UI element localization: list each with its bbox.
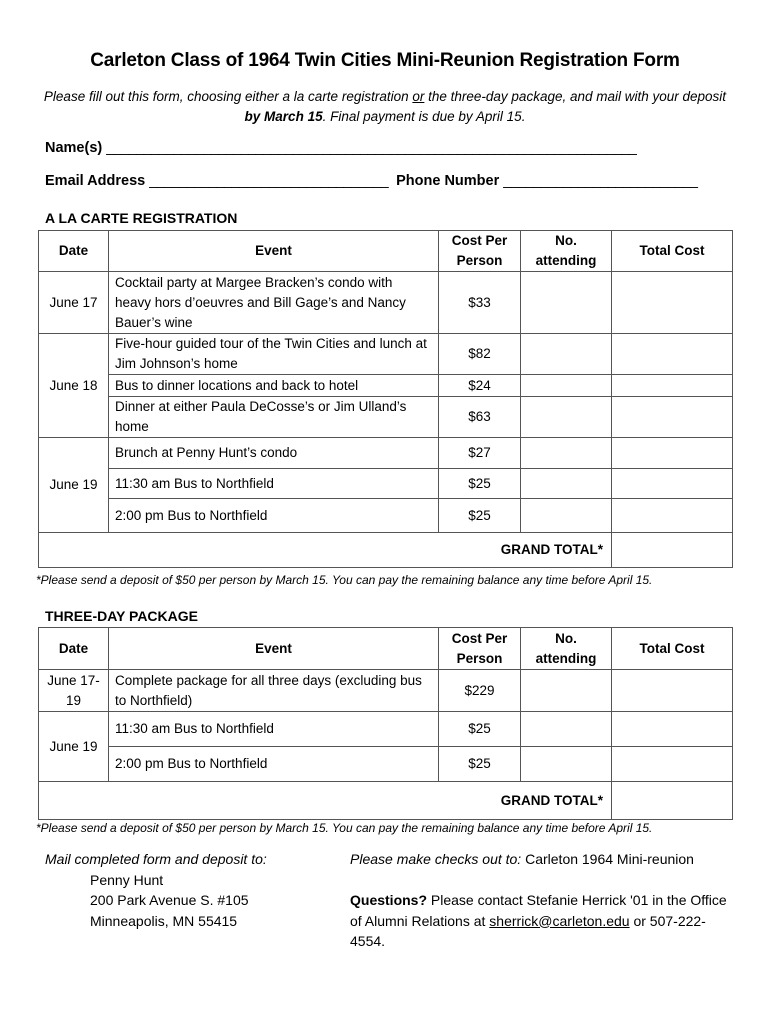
row-event: Five-hour guided tour of the Twin Cities and lunch at Jim Johnson’s home [109,334,439,375]
mail-address2: Minneapolis, MN 55415 [90,912,238,929]
grand-total-row [39,533,733,568]
mail-label: Mail completed form and deposit to: [45,851,267,867]
row-cost: $24 [439,375,521,397]
row-cost: $27 [439,438,521,469]
row-event: 2:00 pm Bus to Northfield [109,747,439,782]
table-row [39,438,733,469]
row-cost: $63 [439,397,521,438]
table-row [39,747,733,782]
attending-input[interactable] [521,670,612,712]
table-row [39,272,733,334]
intro-text [40,87,730,127]
row-date: June 19 [39,438,109,533]
total-cost-input[interactable] [612,272,733,334]
attending-input[interactable] [521,499,612,533]
total-cost-input[interactable] [612,375,733,397]
a-la-carte-table [38,230,733,568]
names-field[interactable] [45,140,636,156]
grand-total-input[interactable] [612,782,733,820]
total-cost-input[interactable] [612,397,733,438]
checks-payee: Carleton 1964 Mini-reunion [521,851,694,867]
grand-total-row [39,782,733,820]
header-cost: Cost Per Person [439,231,521,272]
total-cost-input[interactable] [612,712,733,747]
total-cost-input[interactable] [612,499,733,533]
row-date: June 17-19 [39,670,109,712]
row-date: June 19 [39,712,109,782]
three-day-footnote: *Please send a deposit of $50 per person by March 15. You can pay the remaining balance any time before April 15. [36,821,653,835]
checks-label: Please make checks out to: [350,851,522,867]
row-cost: $82 [439,334,521,375]
header-event: Event [109,628,439,670]
total-cost-input[interactable] [612,469,733,499]
row-cost: $25 [439,747,521,782]
grand-total-label: GRAND TOTAL* [39,782,612,820]
names-label: Name(s) [45,140,103,156]
row-date: June 17 [39,272,109,334]
table-row [39,334,733,375]
row-date: June 18 [39,334,109,438]
three-day-table [38,627,733,820]
three-day-heading: THREE-DAY PACKAGE [45,608,198,624]
names-blank[interactable]: _______________________________________________________________________ [106,140,637,156]
row-event: Dinner at either Paula DeCosse’s or Jim Ulland’s home [109,397,439,438]
attending-input[interactable] [521,334,612,375]
attending-input[interactable] [521,438,612,469]
row-cost: $25 [439,469,521,499]
attending-input[interactable] [521,272,612,334]
contact-email-link[interactable]: sherrick@carleton.edu [489,912,630,929]
total-cost-input[interactable] [612,438,733,469]
total-cost-input[interactable] [612,334,733,375]
header-attending: No. attending [521,628,612,670]
header-date: Date [39,628,109,670]
phone-label: Phone Number [396,173,500,189]
email-blank[interactable]: ________________________________ [149,173,389,189]
attending-input[interactable] [521,397,612,438]
form-title: Carleton Class of 1964 Twin Cities Mini-Reunion Registration Form [90,50,680,71]
table-header-row [39,628,733,670]
table-row [39,499,733,533]
intro-deadline: by March 15 [244,109,323,124]
attending-input[interactable] [521,375,612,397]
header-date: Date [39,231,109,272]
email-label: Email Address [45,173,146,189]
row-cost: $25 [439,499,521,533]
header-total: Total Cost [612,628,733,670]
table-row [39,712,733,747]
table-row [39,670,733,712]
intro-part3: . Final payment is due by April 15. [322,109,526,124]
intro-part2: the three-day package, and mail with your deposit [424,89,727,104]
table-row [39,469,733,499]
row-event: Brunch at Penny Hunt’s condo [109,438,439,469]
row-event: 11:30 am Bus to Northfield [109,712,439,747]
checks-block [350,849,735,870]
intro-part1: Please fill out this form, choosing either a la carte registration [43,89,413,104]
row-event: Cocktail party at Margee Bracken’s condo with heavy hors d’oeuvres and Bill Gage’s and Nancy Bauer’s wine [109,272,439,334]
attending-input[interactable] [521,712,612,747]
total-cost-input[interactable] [612,670,733,712]
header-attending: No. attending [521,231,612,272]
email-phone-line [45,173,697,189]
table-row [39,397,733,438]
header-total: Total Cost [612,231,733,272]
table-header-row [39,231,733,272]
mail-block [45,849,335,931]
header-cost: Cost Per Person [439,628,521,670]
row-event: 2:00 pm Bus to Northfield [109,499,439,533]
row-event: Complete package for all three days (excluding bus to Northfield) [109,670,439,712]
phone-blank[interactable]: __________________________ [503,173,698,189]
row-cost: $229 [439,670,521,712]
a-la-carte-footnote: *Please send a deposit of $50 per person by March 15. You can pay the remaining balance any time before April 15. [36,573,653,587]
row-cost: $33 [439,272,521,334]
questions-label: Questions? [350,892,428,908]
grand-total-input[interactable] [612,533,733,568]
questions-block [350,890,735,952]
row-event: Bus to dinner locations and back to hotel [109,375,439,397]
a-la-carte-heading: A LA CARTE REGISTRATION [45,210,238,226]
mail-address1: 200 Park Avenue S. #105 [90,892,249,908]
row-cost: $25 [439,712,521,747]
attending-input[interactable] [521,469,612,499]
total-cost-input[interactable] [612,747,733,782]
questions-text1: Please contact Stefanie Herrick '01 in the Office of Alumni Relations at [350,892,727,929]
row-event: 11:30 am Bus to Northfield [109,469,439,499]
intro-or: or [412,89,425,104]
questions-text2: or 507-222-4554. [350,912,706,949]
attending-input[interactable] [521,747,612,782]
header-event: Event [109,231,439,272]
mail-name: Penny Hunt [90,871,164,888]
grand-total-label: GRAND TOTAL* [39,533,612,568]
table-row [39,375,733,397]
